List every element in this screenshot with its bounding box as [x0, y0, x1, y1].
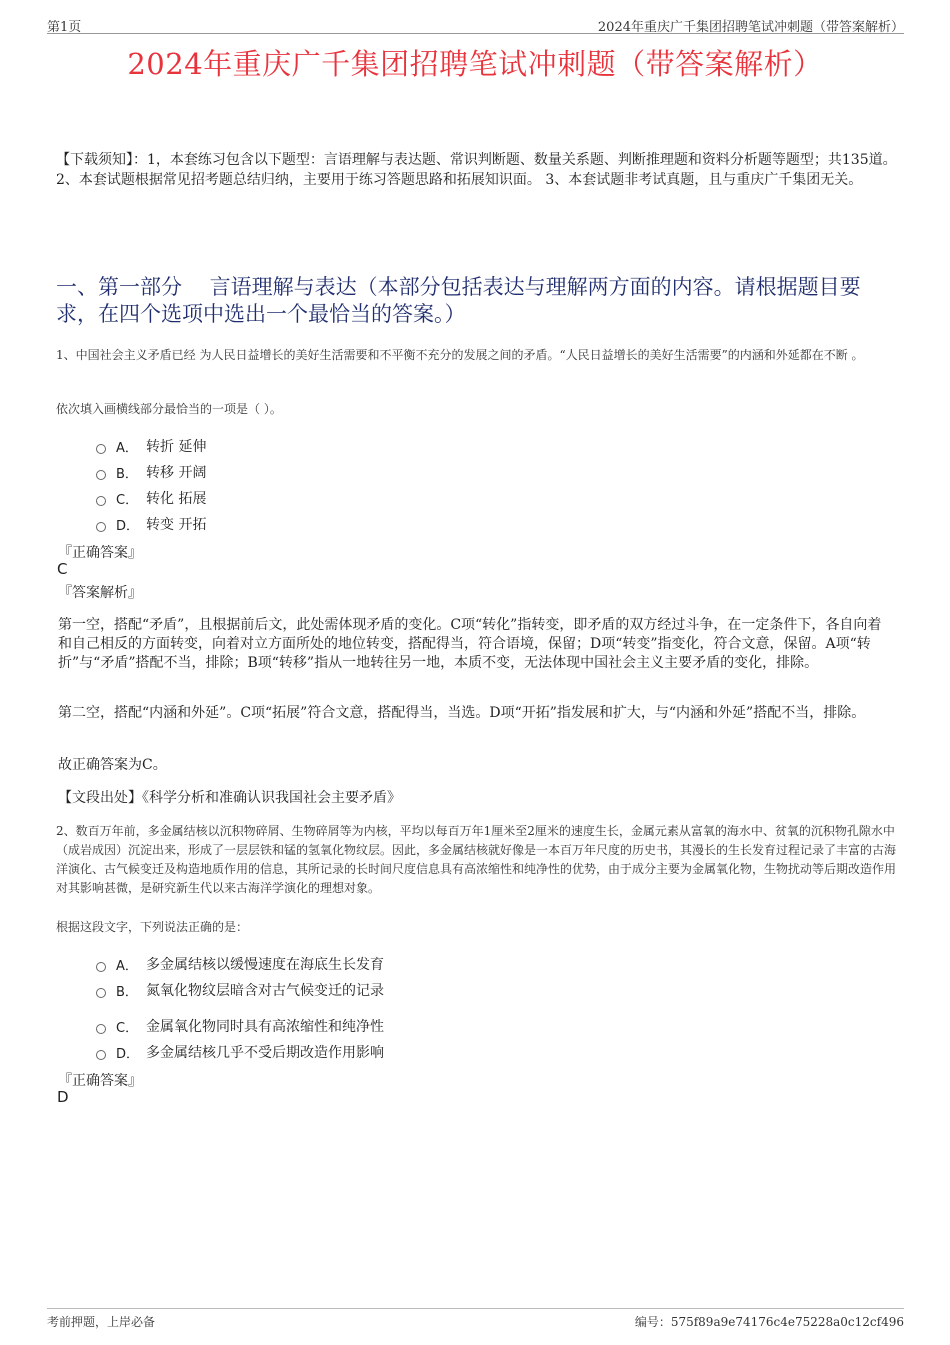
footer-doc-id: 编号：575f89a9e74176c4e75228a0c12cf496	[634, 1315, 904, 1329]
q2-option-d[interactable]: D． 多金属结核几乎不受后期改造作用影响	[96, 1042, 384, 1062]
q2-prompt: 根据这段文字，下列说法正确的是：	[56, 920, 249, 934]
q2-option-a[interactable]: A． 多金属结核以缓慢速度在海底生长发育	[96, 954, 384, 974]
q1-option-a[interactable]: A． 转折 延伸	[96, 436, 206, 456]
footer-divider	[47, 1308, 904, 1309]
q1-prompt: 依次填入画横线部分最恰当的一项是（ ）。	[56, 402, 282, 416]
q2-stem: 2、数百万年前，多金属结核以沉积物碎屑、生物碎屑等为内核，平均以每百万年1厘米至2厘米的速度生长，金属元素从富氧的海水中、贫氧的沉积物孔隙水中（成岩成因）沉淀出来，形成了一层层铁和锰的氢氧化物纹层。因此，多金属结核就好像是一本百万年尺度的历史书，其漫长的生长发育过程记录了丰富的古海洋演化、古气候变迁及构造地质作用的信息，其所记录的长时间尺度信息具有高浓缩性和纯净性的优势，由于成分主要为金属氧化物，生物扰动等后期改造作用对其影响甚微，是研究新生代以来古海洋学演化的理想对象。	[56, 824, 897, 895]
q2-option-c[interactable]: C． 金属氧化物同时具有高浓缩性和纯净性	[96, 1016, 384, 1036]
q1-analysis-tag: 『答案解析』	[58, 585, 142, 601]
q1-answer-tag: 『正确答案』	[58, 545, 142, 561]
radio-icon[interactable]	[96, 470, 106, 480]
radio-icon[interactable]	[96, 1024, 106, 1034]
header-doc-title: 2024年重庆广千集团招聘笔试冲刺题（带答案解析）	[597, 20, 904, 35]
footer-slogan: 考前押题，上岸必备	[47, 1315, 156, 1329]
header-divider	[47, 33, 904, 34]
section-title: 一、第一部分 言语理解与表达（本部分包括表达与理解两方面的内容。请根据题目要求，在四个选项中选出一个最恰当的答案。）	[56, 275, 861, 326]
q1-option-c[interactable]: C． 转化 拓展	[96, 488, 206, 508]
radio-icon[interactable]	[96, 988, 106, 998]
q1-answer: C	[57, 560, 68, 578]
page-number: 第1页	[47, 20, 82, 35]
q1-analysis-p2: 第二空，搭配“内涵和外延”。C项“拓展”符合文意，搭配得当，当选。D项“开拓”指发展和扩大，与“内涵和外延”搭配不当，排除。	[58, 705, 866, 721]
q1-analysis-p1: 第一空，搭配“矛盾”，且根据前后文，此处需体现矛盾的变化。C项“转化”指转变，即矛盾的双方经过斗争，在一定条件下，各自向着和自己相反的方面转变，向着对立方面所处的地位转变，搭配得当，符合语境，保留；D项“转变”指变化，符合文意，保留。A项“转折”与“矛盾”搭配不当，排除；B项“转移”指从一地转往另一地，本质不变，无法体现中国社会主义主要矛盾的变化，排除。	[58, 617, 882, 671]
q1-analysis-p3: 故正确答案为C。	[58, 757, 167, 773]
q1-option-d[interactable]: D． 转变 开拓	[96, 514, 206, 534]
q1-source: 【文段出处】《科学分析和准确认识我国社会主要矛盾》	[58, 790, 401, 806]
radio-icon[interactable]	[96, 522, 106, 532]
q2-option-b[interactable]: B． 氮氧化物纹层暗含对古气候变迁的记录	[96, 980, 384, 1000]
q1-option-b[interactable]: B． 转移 开阔	[96, 462, 206, 482]
radio-icon[interactable]	[96, 1050, 106, 1060]
q2-answer: D	[57, 1088, 69, 1106]
radio-icon[interactable]	[96, 962, 106, 972]
page-title: 2024年重庆广千集团招聘笔试冲刺题（带答案解析）	[127, 47, 823, 81]
q1-stem: 1、中国社会主义矛盾已经 为人民日益增长的美好生活需要和不平衡不充分的发展之间的矛盾。“人民日益增长的美好生活需要”的内涵和外延都在不断 。	[56, 348, 864, 362]
radio-icon[interactable]	[96, 444, 106, 454]
q2-answer-tag: 『正确答案』	[58, 1073, 142, 1089]
radio-icon[interactable]	[96, 496, 106, 506]
download-notice: 【下载须知】：1，本套练习包含以下题型：言语理解与表达题、常识判断题、数量关系题、判断推理题和资料分析题等题型；共135道。 2、本套试题根据常见招考题总结归纳，主要用于练习答题思路和拓展知识面。 3、本套试题非考试真题，且与重庆广千集团无关。	[56, 152, 897, 188]
